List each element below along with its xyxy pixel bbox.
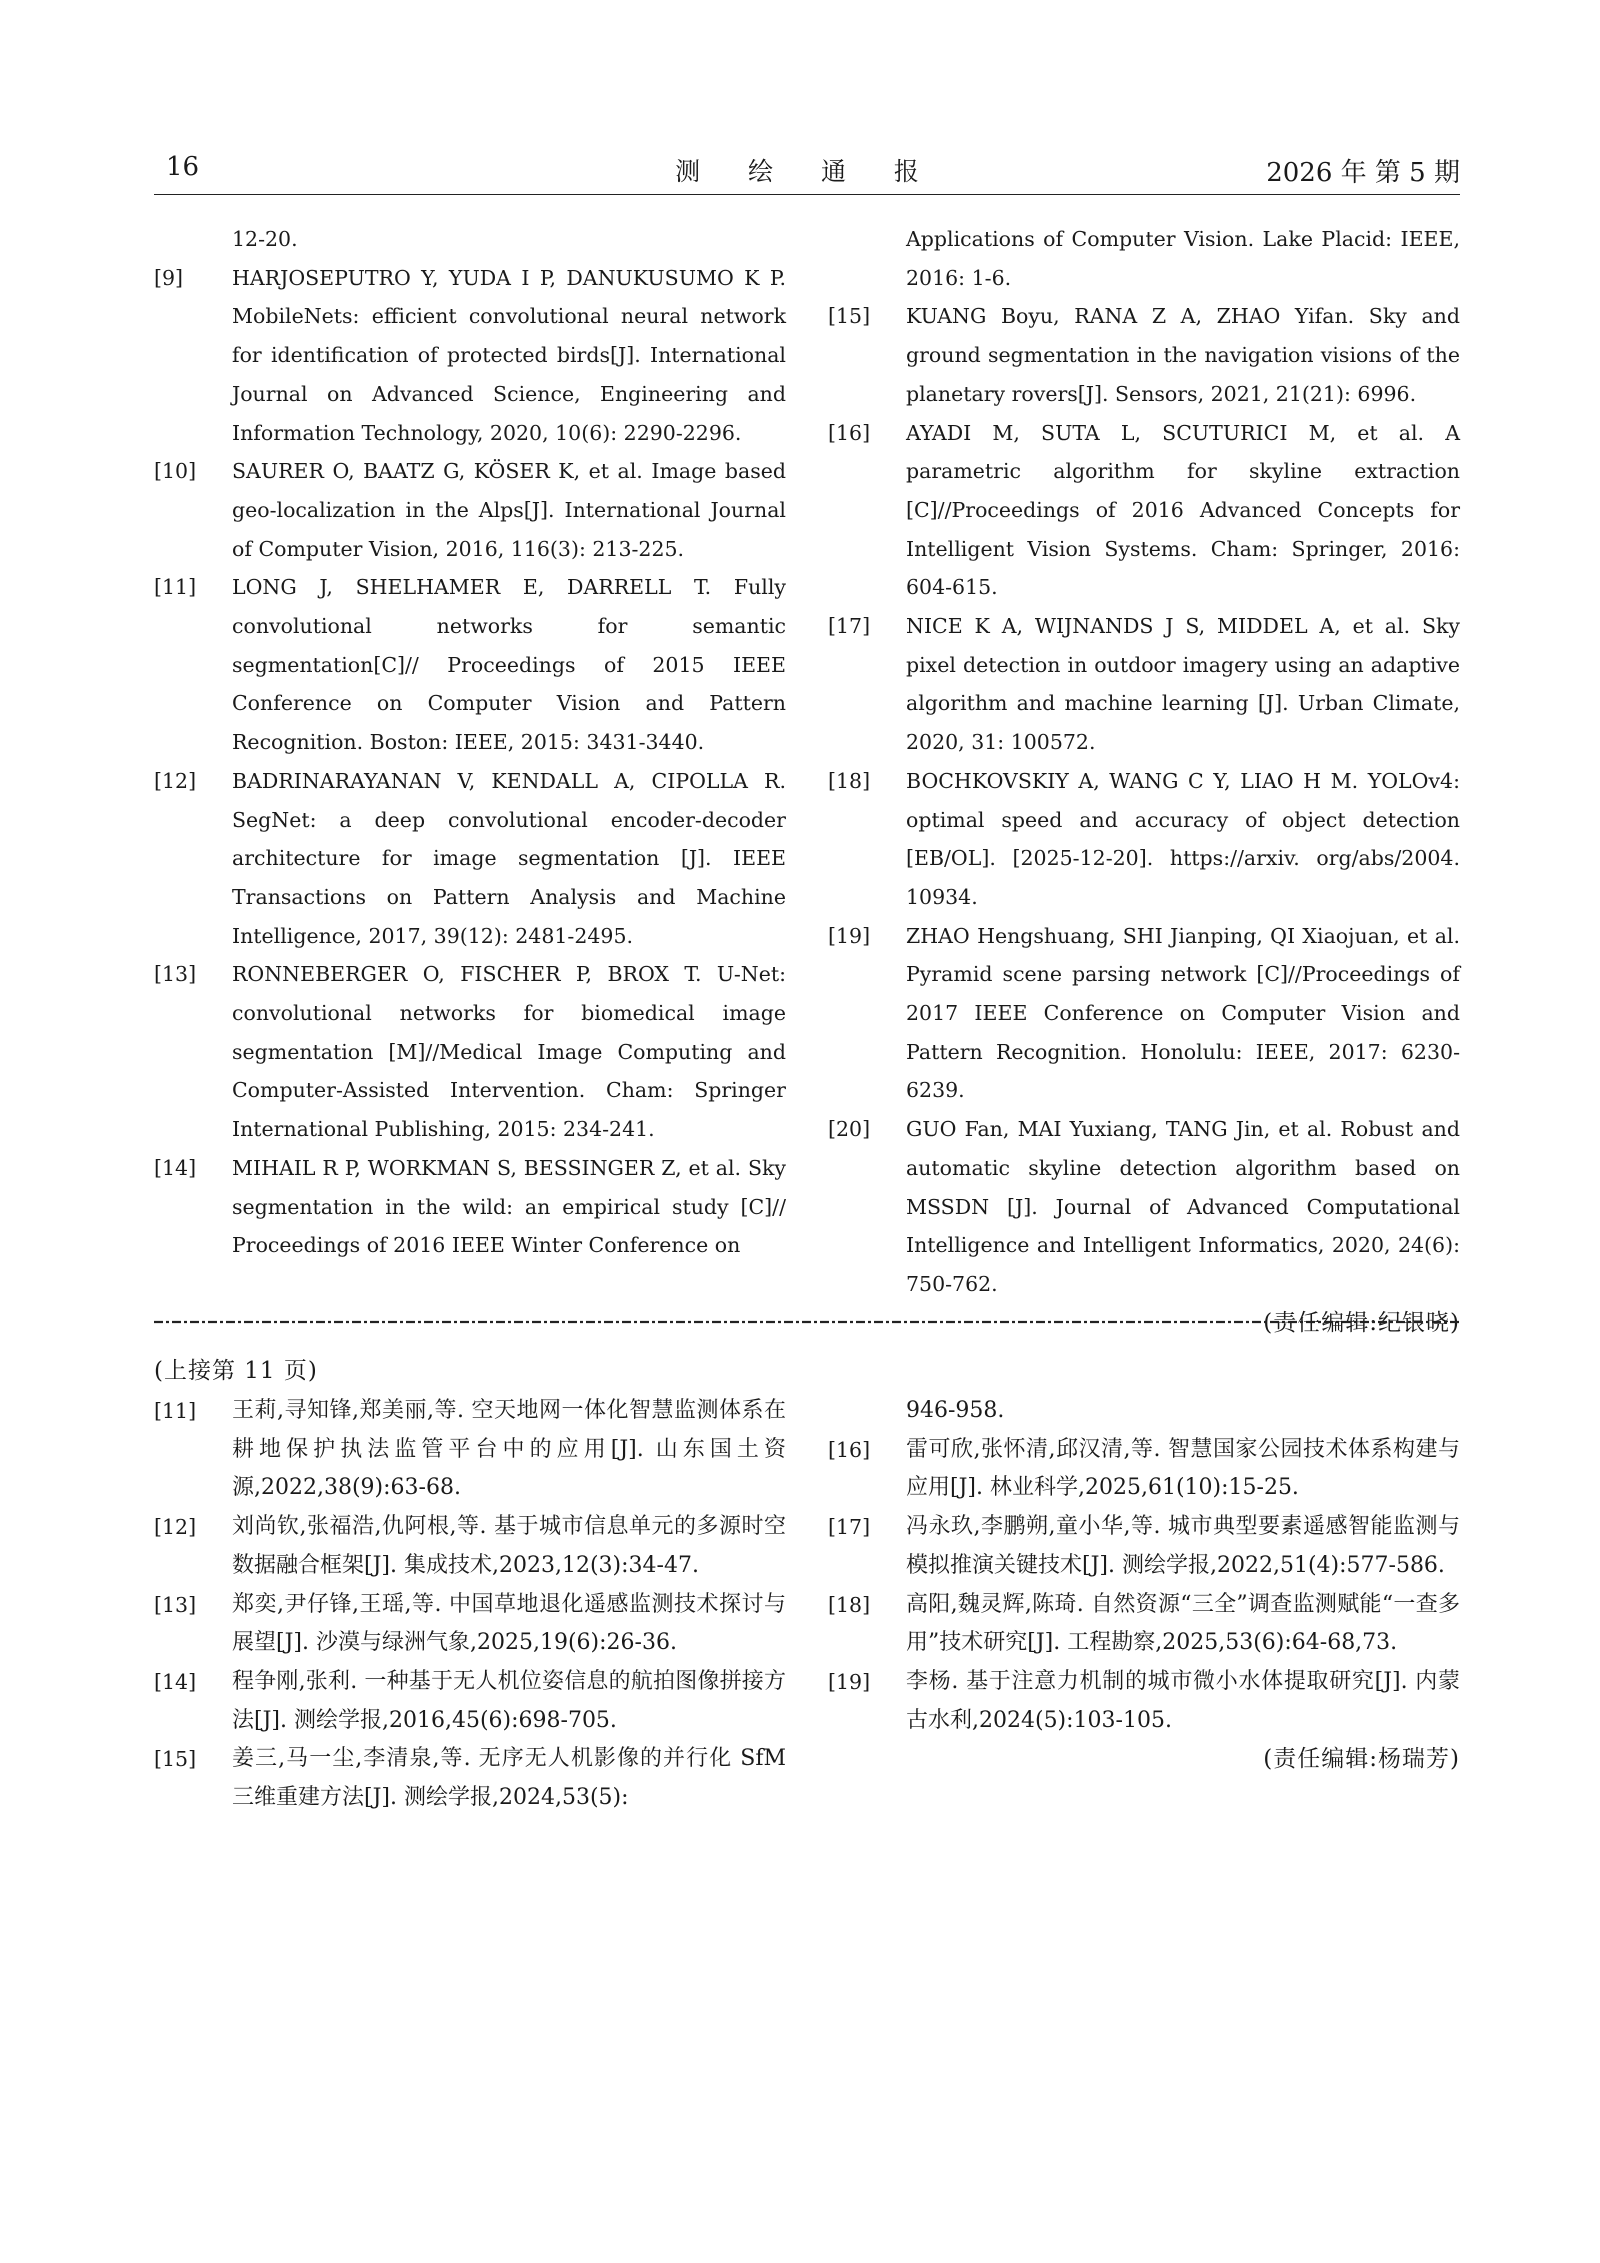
reference-number: [17] <box>828 1515 871 1540</box>
reference-list-cn-right <box>828 1392 1460 1778</box>
reference-item <box>828 1392 1460 1431</box>
reference-number: [16] <box>828 420 871 445</box>
reference-item <box>828 220 1460 297</box>
reference-item <box>154 1392 786 1508</box>
reference-number: [12] <box>154 1515 197 1540</box>
reference-list-en-left <box>154 220 786 1265</box>
reference-item <box>154 568 786 762</box>
reference-item <box>154 1508 786 1585</box>
reference-text: 冯永玖,李鹏朔,童小华,等. 城市典型要素遥感智能监测与模拟推演关键技术[J]. 测绘学报,2022,51(4):577-586. <box>906 1514 1460 1578</box>
reference-text: 姜三,马一尘,李清泉,等. 无序无人机影像的并行化 SfM 三维重建方法[J]. 测绘学报,2024,53(5): <box>232 1746 786 1811</box>
reference-number: [19] <box>828 923 871 948</box>
reference-text: AYADI M, SUTA L, SCUTURICI M, et al. A parametric algorithm for skyline extraction [C]//Proceedings of 2016 Advanced Concepts for Intelligent Vision Systems. Cham: Springer, 2016: 604-615. <box>906 420 1460 600</box>
reference-number: [14] <box>154 1669 197 1694</box>
reference-text: NICE K A, WIJNANDS J S, MIDDEL A, et al. Sky pixel detection in outdoor imagery using an adaptive algorithm and machine learning [J]. Urban Climate, 2020, 31: 100572. <box>906 614 1460 755</box>
reference-text: 李杨. 基于注意力机制的城市微小水体提取研究[J]. 内蒙古水利,2024(5):103-105. <box>906 1668 1460 1733</box>
reference-item <box>828 1431 1460 1508</box>
reference-text: HARJOSEPUTRO Y, YUDA I P, DANUKUSUMO K P. MobileNets: efficient convolutional neural network for identification of protected birds[J]. International Journal on Advanced Science, Engineering and Information Technology, 2020, 10(6): 2290-2296. <box>232 265 786 445</box>
reference-item <box>828 607 1460 762</box>
section-divider <box>154 1318 1460 1326</box>
reference-text: 946-958. <box>906 1398 1005 1423</box>
reference-text: MIHAIL R P, WORKMAN S, BESSINGER Z, et al. Sky segmentation in the wild: an empirical study [C]// Proceedings of 2016 IEEE Winter Conference on <box>232 1155 786 1258</box>
reference-item <box>154 1740 786 1817</box>
reference-item <box>154 1663 786 1740</box>
reference-text: 王莉,寻知锋,郑美丽,等. 空天地网一体化智慧监测体系在耕地保护执法监管平台中的应用[J]. 山东国土资源,2022,38(9):63-68. <box>232 1398 786 1501</box>
reference-number: [15] <box>828 304 871 329</box>
reference-text: 雷可欣,张怀清,邱汉清,等. 智慧国家公园技术体系构建与应用[J]. 林业科学,2025,61(10):15-25. <box>906 1436 1460 1501</box>
reference-item <box>154 220 786 259</box>
reference-item <box>828 1663 1460 1740</box>
reference-item <box>154 259 786 453</box>
reference-item <box>828 917 1460 1111</box>
reference-text: Applications of Computer Vision. Lake Placid: IEEE, 2016: 1-6. <box>906 227 1460 290</box>
reference-number: [18] <box>828 1592 871 1617</box>
reference-list-en-right <box>828 220 1460 1342</box>
responsible-editor: (责任编辑:纪银晓) <box>1263 1309 1460 1336</box>
reference-text: 高阳,魏灵辉,陈琦. 自然资源“三全”调查监测赋能“一查多用”技术研究[J]. 工程勘察,2025,53(6):64-68,73. <box>906 1591 1460 1656</box>
header-rule <box>154 194 1460 195</box>
reference-number: [11] <box>154 575 197 600</box>
reference-text: GUO Fan, MAI Yuxiang, TANG Jin, et al. Robust and automatic skyline detection algorithm based on MSSDN [J]. Journal of Advanced Computational Intelligence and Intelligent Informatics, 2020, 24(6): 750-762. <box>906 1117 1460 1296</box>
reference-number: [19] <box>828 1669 871 1694</box>
reference-number: [17] <box>828 614 871 639</box>
reference-number: [16] <box>828 1437 871 1462</box>
reference-number: [13] <box>154 962 197 987</box>
reference-text: RONNEBERGER O, FISCHER P, BROX T. U-Net: convolutional networks for biomedical image segmentation [M]//Medical Image Computing and Computer-Assisted Intervention. Cham: Springer International Publishing, 2015: 234-241. <box>232 962 786 1142</box>
reference-number: [10] <box>154 459 197 484</box>
reference-number: [12] <box>154 768 197 793</box>
reference-text: BOCHKOVSKIY A, WANG C Y, LIAO H M. YOLOv4: optimal speed and accuracy of object detection [EB/OL]. [2025-12-20]. https://arxiv. org/abs/2004. 10934. <box>906 768 1460 909</box>
reference-number: [18] <box>828 768 871 793</box>
reference-item <box>154 1586 786 1663</box>
reference-list-cn-left <box>154 1392 786 1818</box>
page-header <box>154 152 1460 188</box>
reference-item <box>828 1508 1460 1585</box>
reference-text: LONG J, SHELHAMER E, DARRELL T. Fully convolutional networks for semantic segmentation[C]// Proceedings of 2015 IEEE Conference on Computer Vision and Pattern Recognition. Boston: IEEE, 2015: 3431-3440. <box>232 575 786 755</box>
reference-text: 刘尚钦,张福浩,仇阿根,等. 基于城市信息单元的多源时空数据融合框架[J]. 集成技术,2023,12(3):34-47. <box>232 1514 786 1578</box>
journal-title: 测 绘 通 报 <box>675 157 939 186</box>
reference-number: [14] <box>154 1155 197 1180</box>
issue-label: 2026 年 第 5 期 <box>1266 158 1460 188</box>
reference-item <box>154 1149 786 1265</box>
reference-text: KUANG Boyu, RANA Z A, ZHAO Yifan. Sky and ground segmentation in the navigation visions of the planetary rovers[J]. Sensors, 2021, 21(21): 6996. <box>906 304 1460 406</box>
page-number: 16 <box>166 152 200 182</box>
reference-number: [11] <box>154 1399 197 1423</box>
reference-number: [9] <box>154 265 184 290</box>
responsible-editor: (责任编辑:杨瑞芳) <box>1263 1746 1460 1773</box>
reference-number: [20] <box>828 1117 871 1142</box>
reference-text: BADRINARAYANAN V, KENDALL A, CIPOLLA R. SegNet: a deep convolutional encoder-decoder architecture for image segmentation [J]. IEEE Transactions on Pattern Analysis and Machine Intelligence, 2017, 39(12): 2481-2495. <box>232 768 786 948</box>
reference-text: 12-20. <box>232 227 298 251</box>
reference-number: [15] <box>154 1747 197 1772</box>
reference-text: ZHAO Hengshuang, SHI Jianping, QI Xiaojuan, et al. Pyramid scene parsing network [C]//Proceedings of 2017 IEEE Conference on Computer Vision and Pattern Recognition. Honolulu: IEEE, 2017: 6230-6239. <box>906 923 1460 1103</box>
reference-item <box>154 762 786 956</box>
reference-text: 程争刚,张利. 一种基于无人机位姿信息的航拍图像拼接方法[J]. 测绘学报,2016,45(6):698-705. <box>232 1668 786 1733</box>
reference-item <box>828 762 1460 917</box>
reference-item <box>828 1586 1460 1663</box>
continuation-note: (上接第 11 页) <box>154 1358 318 1384</box>
reference-item <box>828 1110 1460 1304</box>
reference-item <box>828 297 1460 413</box>
reference-text: 郑奕,尹仔锋,王瑶,等. 中国草地退化遥感监测技术探讨与展望[J]. 沙漠与绿洲气象,2025,19(6):26-36. <box>232 1591 786 1656</box>
reference-text: SAURER O, BAATZ G, KÖSER K, et al. Image based geo-localization in the Alps[J]. International Journal of Computer Vision, 2016, 116(3): 213-225. <box>232 459 786 561</box>
reference-item <box>154 955 786 1149</box>
reference-item <box>828 414 1460 608</box>
reference-item <box>154 452 786 568</box>
reference-number: [13] <box>154 1592 197 1617</box>
